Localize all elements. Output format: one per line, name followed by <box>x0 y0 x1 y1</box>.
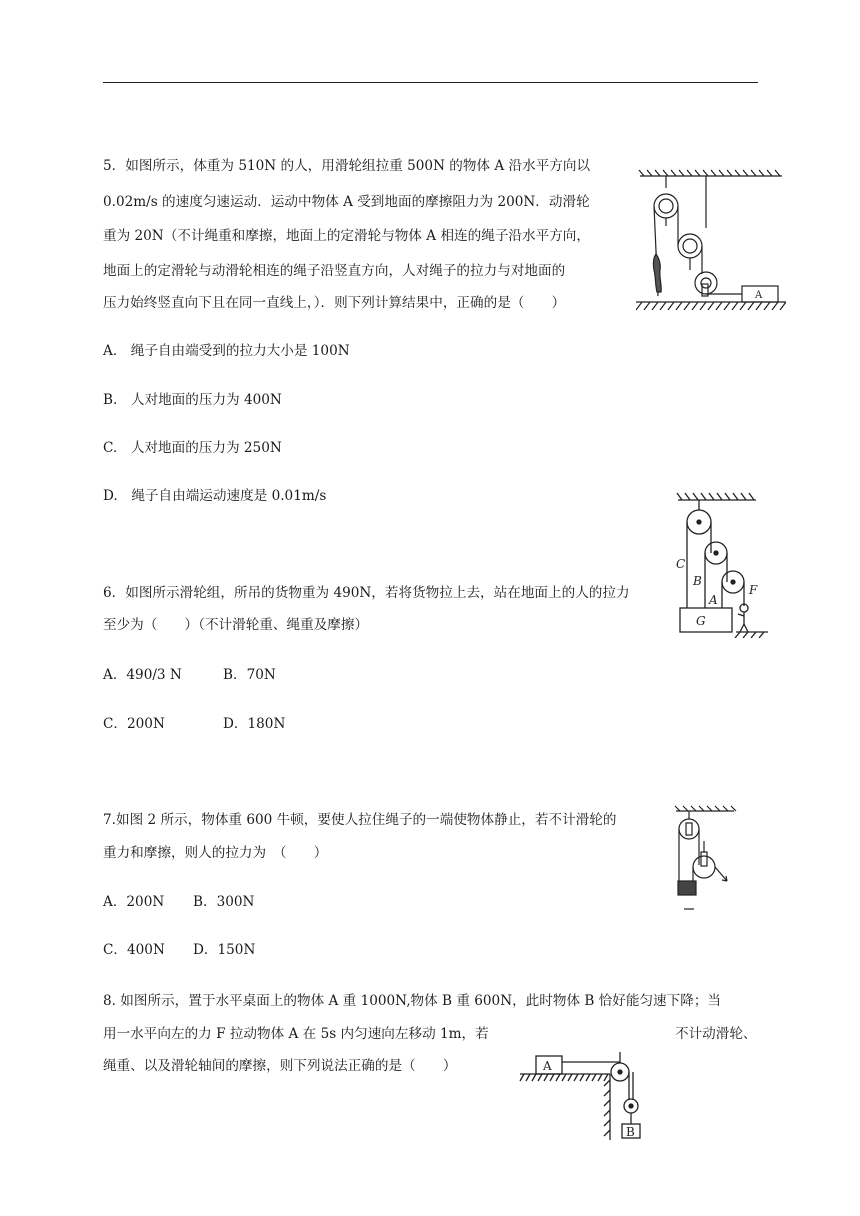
q6-option-a: A．490/3 N <box>103 667 182 683</box>
q5-figure-label-a: A <box>755 290 763 301</box>
q6-option-c: C．200N <box>103 716 165 732</box>
q7-option-c: C．400N <box>103 942 165 958</box>
q5-line-1: 5．如图所示，体重为 510N 的人，用滑轮组拉重 500N 的物体 A 沿水平方向以 <box>103 158 591 174</box>
q7-pulley-figure <box>672 805 742 913</box>
q5-line-5: 压力始终竖直向下且在同一直线上，）．则下列计算结果中，正确的是（ ） <box>103 295 566 311</box>
q5-option-a: A. 绳子自由端受到的拉力大小是 100N <box>103 343 350 359</box>
q8-line-1: 8. 如图所示，置于水平桌面上的物体 A 重 1000N,物体 B 重 600N，此时物体 B 恰好能匀速下降；当 <box>103 993 722 1009</box>
q6-figure-label-g: G <box>696 614 706 628</box>
q6-option-d: D．180N <box>223 716 286 732</box>
q8-figure-label-b: B <box>626 1125 635 1139</box>
q6-figure-label-f: F <box>749 583 758 597</box>
q6-option-b: B．70N <box>223 667 276 683</box>
q6-figure-label-c: C <box>676 557 686 571</box>
q8-line-2a: 用一水平向左的力 F 拉动物体 A 在 5s 内匀速向左移动 1m，若 <box>103 1026 489 1042</box>
q8-line-3: 绳重、以及滑轮轴间的摩擦，则下列说法正确的是（ ） <box>103 1058 457 1074</box>
q7-line-1: 7.如图 2 所示，物体重 600 牛顿，要使人拉住绳子的一端使物体静止，若不计滑轮的 <box>103 812 617 828</box>
q7-option-b: B．300N <box>193 894 255 910</box>
q5-option-d: D. 绳子自由端运动速度是 0.01m/s <box>103 488 327 504</box>
q5-line-3: 重为 20N（不计绳重和摩擦，地面上的定滑轮与物体 A 相连的绳子沿水平方向， <box>103 228 590 244</box>
q7-option-a: A．200N <box>103 894 165 910</box>
q6-line-2: 至少为（ ）（不计滑轮重、绳重及摩擦） <box>103 617 369 633</box>
q5-pulley-figure <box>636 166 786 316</box>
q6-pulley-figure <box>672 490 772 638</box>
q8-pulley-figure <box>518 1044 654 1142</box>
q7-option-d: D．150N <box>193 942 256 958</box>
q5-line-2: 0.02m/s 的速度匀速运动．运动中物体 A 受到地面的摩擦阻力为 200N．动滑轮 <box>103 194 590 210</box>
header-rule <box>103 82 758 83</box>
q6-line-1: 6．如图所示滑轮组，所吊的货物重为 490N，若将货物拉上去，站在地面上的人的拉力 <box>103 585 630 601</box>
q5-line-4: 地面上的定滑轮与动滑轮相连的绳子沿竖直方向，人对绳子的拉力与对地面的 <box>103 263 566 279</box>
q8-line-2b: 不计动滑轮、 <box>675 1026 757 1042</box>
q8-figure-label-a: A <box>543 1059 552 1073</box>
q5-option-b: B. 人对地面的压力为 400N <box>103 392 282 408</box>
q6-figure-label-b: B <box>693 574 702 588</box>
q5-option-c: C. 人对地面的压力为 250N <box>103 440 282 456</box>
q7-line-2: 重力和摩擦，则人的拉力为 （ ） <box>103 845 328 861</box>
q6-figure-label-a: A <box>709 593 718 607</box>
